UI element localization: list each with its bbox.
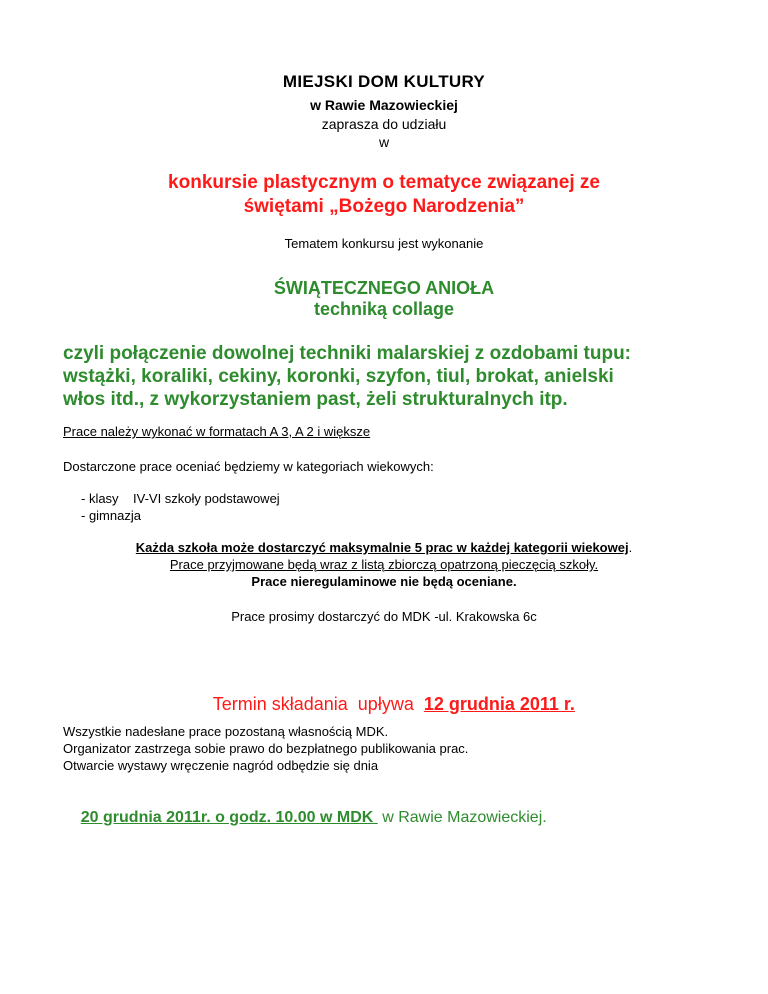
info-line: Otwarcie wystawy wręczenie nagród odbędzie się dnia	[63, 758, 379, 773]
contest-heading-line-2: świętami „Bożego Narodzenia”	[243, 196, 525, 217]
info-line: Organizator zastrzega sobie prawo do bezpłatnego publikowania prac.	[63, 741, 469, 756]
organizer-location: w Rawie Mazowieckiej	[310, 97, 458, 113]
categories-intro: Dostarczone prace oceniać będziemy w kategoriach wiekowych:	[63, 459, 434, 474]
rule-line-1	[0, 540, 768, 555]
invite-text: zaprasza do udziału	[321, 116, 447, 132]
description-line-3: włos itd., z wykorzystaniem past, żeli strukturalnych itp.	[63, 389, 568, 410]
exhibition-date	[63, 791, 547, 845]
rule-line-1-text: Każda szkoła może dostarczyć maksymalnie 5 prac w każdej kategorii wiekowej	[135, 540, 629, 555]
delivery-note: Prace prosimy dostarczyć do MDK -ul. Krakowska 6c	[231, 609, 537, 624]
rule-line-3: Prace nieregulaminowe nie będą oceniane.	[251, 574, 517, 589]
rule-line-2: Prace przyjmowane będą wraz z listą zbiorczą opatrzoną pieczęcią szkoły.	[169, 557, 599, 572]
contest-heading-line-1: konkursie plastycznym o tematyce związanej ze	[168, 172, 600, 193]
category-item: - gimnazja	[81, 508, 141, 523]
invite-preposition: w	[378, 134, 390, 150]
description-line-2: wstążki, koraliki, cekiny, koronki, szyfon, tiul, brokat, anielski	[63, 366, 614, 387]
description-line-1: czyli połączenie dowolnej techniki malarskiej z ozdobami tupu:	[63, 343, 632, 364]
rule-line-1-end: .	[628, 540, 633, 555]
exhibition-datetime: 20 grudnia 2011r. o godz. 10.00 w MDK	[80, 809, 378, 826]
deadline-label: Termin składania upływa	[212, 694, 424, 714]
formats-note: Prace należy wykonać w formatach A 3, A 2 i większe	[63, 424, 371, 439]
topic-technique: techniką collage	[313, 299, 455, 319]
category-item: - klasy IV-VI szkoły podstawowej	[81, 491, 280, 506]
topic-intro: Tematem konkursu jest wykonanie	[284, 236, 484, 251]
exhibition-place: w Rawie Mazowieckiej.	[377, 809, 547, 826]
topic-title: ŚWIĄTECZNEGO ANIOŁA	[273, 278, 495, 298]
info-line: Wszystkie nadesłane prace pozostaną własnością MDK.	[63, 724, 389, 739]
deadline-date: 12 grudnia 2011 r.	[423, 694, 575, 714]
organizer-title: MIEJSKI DOM KULTURY	[282, 72, 486, 91]
